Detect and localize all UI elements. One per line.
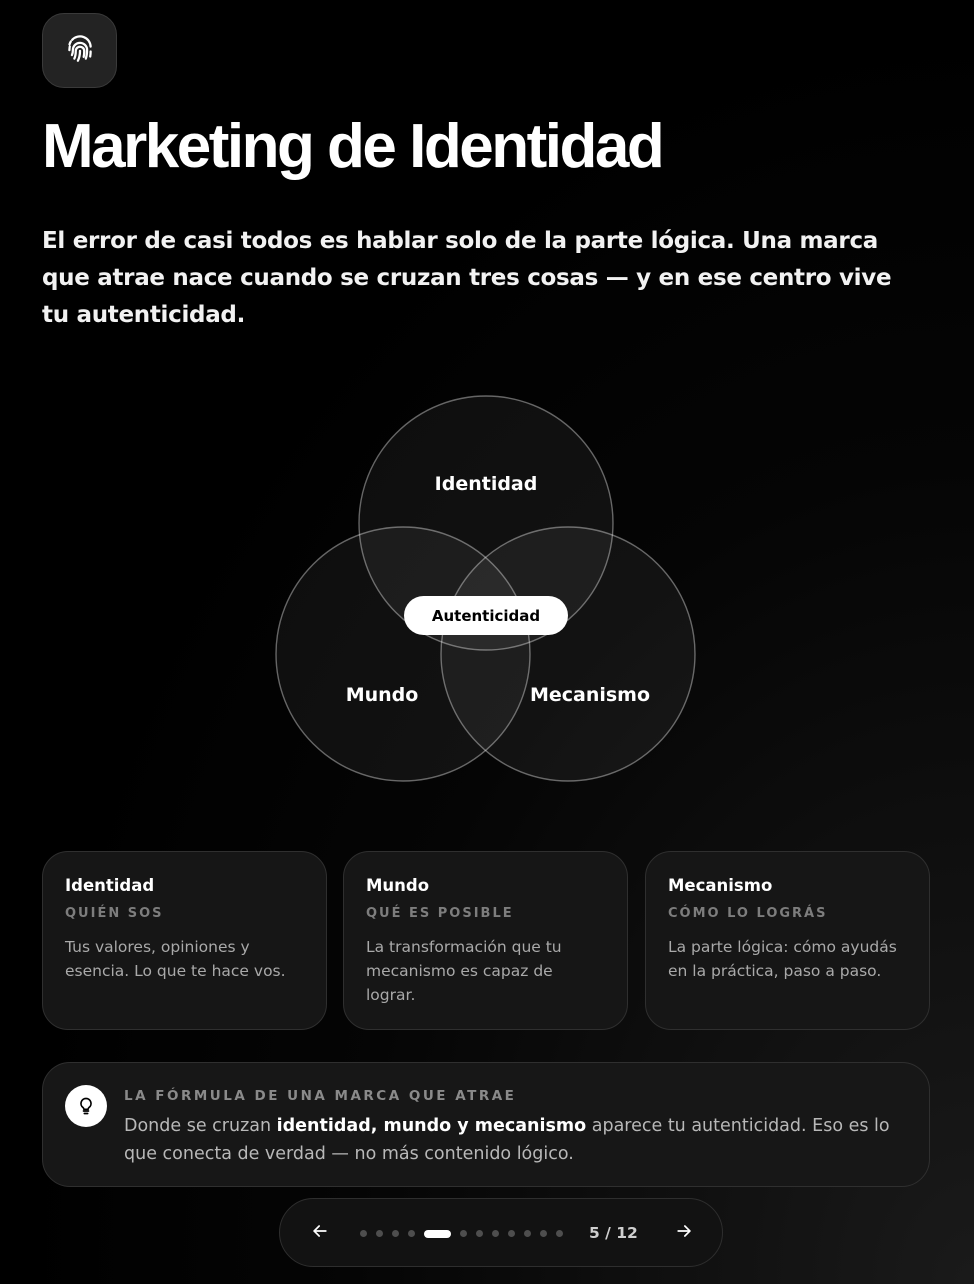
page-title: Marketing de Identidad bbox=[42, 112, 663, 181]
callout-text-bold: identidad, mundo y mecanismo bbox=[276, 1116, 587, 1136]
page-dot[interactable] bbox=[360, 1230, 367, 1237]
card-kicker: QUÉ ES POSIBLE bbox=[366, 906, 514, 921]
page-dot[interactable] bbox=[540, 1230, 547, 1237]
card-body: La parte lógica: cómo ayudás en la práctica, paso a paso. bbox=[668, 938, 897, 980]
slide-pager bbox=[279, 1198, 723, 1267]
page-dot-active[interactable] bbox=[424, 1230, 451, 1238]
page-dot[interactable] bbox=[408, 1230, 415, 1237]
page-counter: 5 / 12 bbox=[589, 1224, 638, 1242]
card-identidad bbox=[42, 851, 327, 1030]
card-kicker: QUIÉN SOS bbox=[65, 906, 164, 921]
page-dot[interactable] bbox=[476, 1230, 483, 1237]
page-dot[interactable] bbox=[376, 1230, 383, 1237]
fingerprint-icon bbox=[63, 31, 97, 70]
page-dot[interactable] bbox=[508, 1230, 515, 1237]
card-title: Identidad bbox=[65, 876, 155, 895]
card-mundo bbox=[343, 851, 628, 1030]
arrow-right-icon bbox=[674, 1221, 694, 1246]
logo-button[interactable] bbox=[42, 13, 117, 88]
arrow-left-icon bbox=[310, 1221, 330, 1246]
venn-circle-mecanismo bbox=[441, 527, 695, 781]
callout-text-start: Donde se cruzan bbox=[124, 1116, 277, 1136]
card-row bbox=[42, 851, 930, 1030]
card-body: Tus valores, opiniones y esencia. Lo que te hace vos. bbox=[65, 938, 286, 980]
page-dot[interactable] bbox=[556, 1230, 563, 1237]
venn-center-badge: Autenticidad bbox=[404, 596, 568, 635]
callout-text-end: aparece tu autenticidad. Eso es lo que conecta de verdad — no más contenido lógico. bbox=[124, 1116, 890, 1164]
venn-label-mundo: Mundo bbox=[345, 684, 419, 706]
page-dot[interactable] bbox=[492, 1230, 499, 1237]
venn-label-identidad: Identidad bbox=[434, 473, 538, 495]
page-dot[interactable] bbox=[392, 1230, 399, 1237]
callout-text bbox=[124, 1112, 914, 1168]
card-kicker: CÓMO LO LOGRÁS bbox=[668, 906, 828, 921]
page-dot[interactable] bbox=[460, 1230, 467, 1237]
next-slide-button[interactable] bbox=[664, 1213, 704, 1253]
formula-callout bbox=[42, 1062, 930, 1187]
card-title: Mundo bbox=[366, 876, 430, 895]
venn-diagram bbox=[0, 380, 974, 800]
lightbulb-icon bbox=[65, 1085, 107, 1127]
card-mecanismo bbox=[645, 851, 930, 1030]
card-body: La transformación que tu mecanismo es capaz de lograr. bbox=[366, 938, 562, 1004]
venn-label-mecanismo: Mecanismo bbox=[529, 684, 651, 706]
callout-kicker: LA FÓRMULA DE UNA MARCA QUE ATRAE bbox=[124, 1088, 517, 1104]
page-dot[interactable] bbox=[524, 1230, 531, 1237]
page-subtitle: El error de casi todos es hablar solo de la parte lógica. Una marca que atrae nace cuando se cruzan tres cosas — y en ese centro vive tu autenticidad. bbox=[42, 228, 892, 328]
prev-slide-button[interactable] bbox=[300, 1213, 340, 1253]
card-title: Mecanismo bbox=[668, 876, 773, 895]
